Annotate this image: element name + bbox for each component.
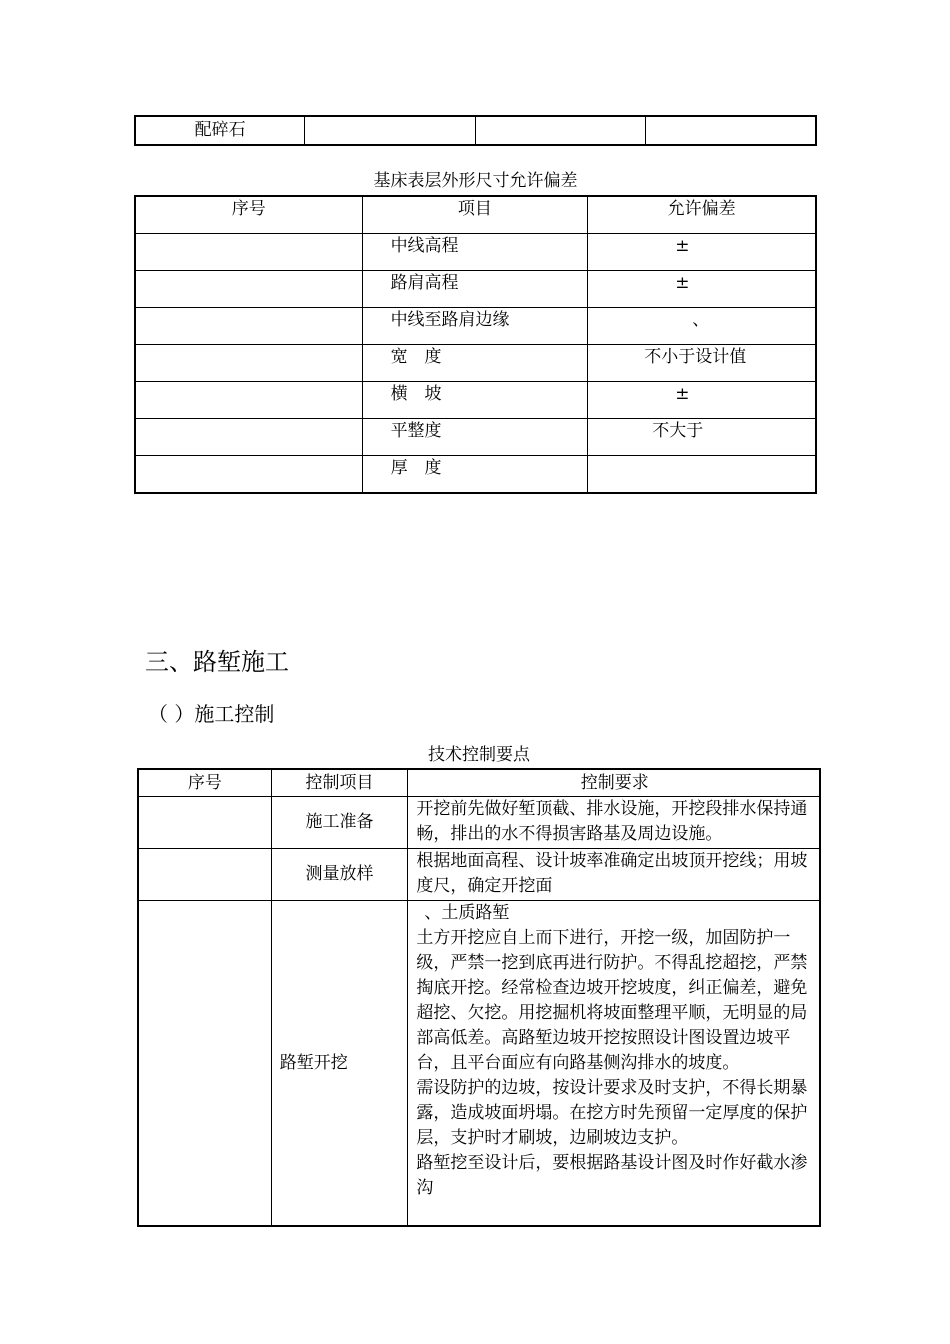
row-requirement-cell xyxy=(408,849,820,901)
table-row xyxy=(138,901,820,1227)
row-tolerance-cell: ± xyxy=(588,234,816,271)
table-row xyxy=(135,308,816,345)
row-index-cell xyxy=(138,849,271,901)
table-row xyxy=(135,271,816,308)
tolerance-table xyxy=(134,195,817,494)
row-index-cell xyxy=(135,456,362,494)
header-cell: 序号 xyxy=(135,196,362,234)
header-cell: 允许偏差 xyxy=(588,196,816,234)
row-index-cell xyxy=(135,345,362,382)
row-item-cell: 宽 度 xyxy=(362,345,588,382)
row-index-cell xyxy=(135,308,362,345)
top-table-cell xyxy=(305,116,475,145)
header-cell: 控制要求 xyxy=(408,769,820,797)
row-index-cell xyxy=(138,797,271,849)
row-item-cell: 路肩高程 xyxy=(362,271,588,308)
requirement-text: 需设防护的边坡，按设计要求及时支护，不得长期暴露，造成坡面坍塌。在挖方时先预留一定厚度的保护层，支护时才刷坡，边刷坡边支护。 xyxy=(416,1078,808,1148)
section-subheading: （ ）施工控制 xyxy=(148,702,275,726)
top-table xyxy=(134,115,817,146)
table-header-row xyxy=(138,769,820,797)
requirement-text: 根据地面高程、设计坡率准确定出坡顶开挖线；用坡度尺，确定开挖面 xyxy=(416,851,808,896)
table1-caption: 基床表层外形尺寸允许偏差 xyxy=(373,171,578,191)
table2-caption: 技术控制要点 xyxy=(428,745,530,765)
row-requirement-cell xyxy=(408,797,820,849)
table-row xyxy=(138,797,820,849)
requirement-text: 开挖前先做好堑顶截、排水设施，开挖段排水保持通畅，排出的水不得损害路基及周边设施。 xyxy=(416,799,808,844)
row-item-cell: 平整度 xyxy=(362,419,588,456)
row-tolerance-cell: 、 xyxy=(588,308,816,345)
top-table-cell-material: 配碎石 xyxy=(194,120,246,140)
row-item-cell: 测量放样 xyxy=(271,849,408,901)
requirement-text: 路堑挖至设计后，要根据路基设计图及时作好截水渗沟 xyxy=(416,1153,808,1198)
row-index-cell xyxy=(135,419,362,456)
header-cell: 控制项目 xyxy=(271,769,408,797)
requirement-text: 土方开挖应自上而下进行，开挖一级，加固防护一级，严禁一挖到底再进行防护。不得乱挖超挖，严禁掏底开挖。经常检查边坡开挖坡度，纠正偏差，避免超挖、欠挖。用挖掘机将坡面整理平顺，无明显的局部高低差。高路堑边坡开挖按照设计图设置边坡平台，且平台面应有向路基侧沟排水的坡度。 xyxy=(416,928,808,1073)
row-item-cell: 横 坡 xyxy=(362,382,588,419)
top-table-cell xyxy=(645,116,816,145)
table-row xyxy=(135,234,816,271)
section-heading: 三、路堑施工 xyxy=(145,648,289,676)
row-index-cell xyxy=(138,901,271,1227)
row-index-cell xyxy=(135,271,362,308)
row-item-cell: 中线至路肩边缘 xyxy=(362,308,588,345)
table-row xyxy=(138,849,820,901)
table-row xyxy=(135,345,816,382)
table-row xyxy=(135,382,816,419)
row-item-cell: 施工准备 xyxy=(271,797,408,849)
table-row xyxy=(135,419,816,456)
row-index-cell xyxy=(135,234,362,271)
table-header-row xyxy=(135,196,816,234)
table-row xyxy=(135,456,816,494)
row-item-cell: 厚 度 xyxy=(362,456,588,494)
row-item-cell: 中线高程 xyxy=(362,234,588,271)
header-cell: 序号 xyxy=(138,769,271,797)
row-index-cell xyxy=(135,382,362,419)
header-cell: 项目 xyxy=(362,196,588,234)
requirement-subtitle: 、土质路堑 xyxy=(424,903,510,923)
row-tolerance-cell xyxy=(588,456,816,494)
row-tolerance-cell: 不小于设计值 xyxy=(588,345,816,382)
row-tolerance-cell: ± xyxy=(588,271,816,308)
control-points-table xyxy=(137,768,821,1227)
row-item-cell: 路堑开挖 xyxy=(271,901,408,1227)
row-tolerance-cell: ± xyxy=(588,382,816,419)
row-requirement-cell xyxy=(408,901,820,1227)
top-table-cell xyxy=(475,116,645,145)
row-tolerance-cell: 不大于 xyxy=(588,419,816,456)
